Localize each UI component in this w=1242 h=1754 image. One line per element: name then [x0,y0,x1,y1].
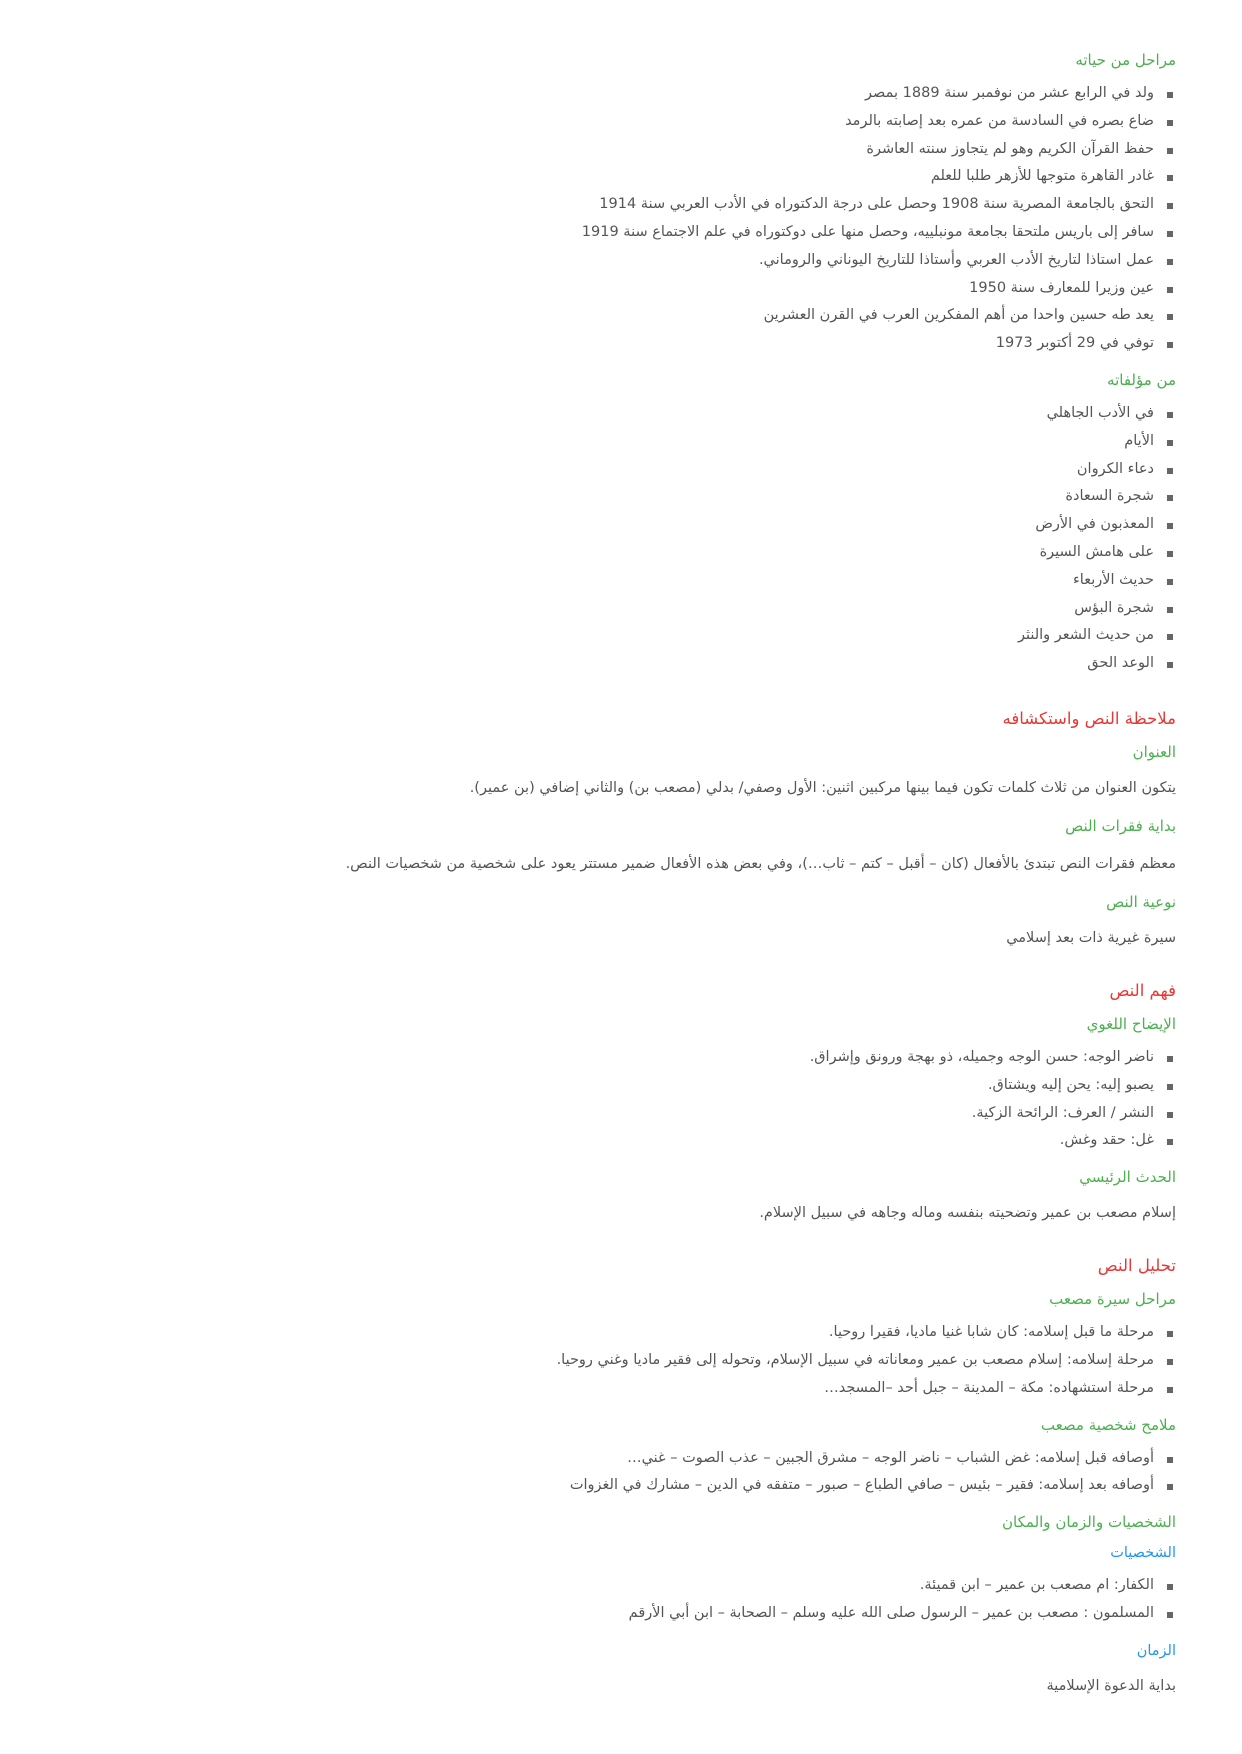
characters-list [116,1572,1176,1628]
list-item: من حديث الشعر والنثر [116,622,1176,650]
list-item: توفي في 29 أكتوبر 1973 [116,330,1176,358]
setting-heading: الشخصيات والزمان والمكان [1002,1513,1176,1532]
list-item: مرحلة ما قبل إسلامه: كان شابا غنيا ماديا، فقيرا روحيا. [116,1319,1176,1347]
list-item: شجرة البؤس [116,595,1176,623]
list-item: غادر القاهرة متوجها للأزهر طلبا للعلم [116,163,1176,191]
observation-heading: ملاحظة النص واستكشافه [1002,708,1176,728]
list-item: في الأدب الجاهلي [116,400,1176,428]
list-item: يعد طه حسين واحدا من أهم المفكرين العرب في القرن العشرين [116,302,1176,330]
list-item: سافر إلى باريس ملتحقا بجامعة مونبلييه، وحصل منها على دوكتوراه في علم الاجتماع سنة 1919 [116,219,1176,247]
event-paragraph: إسلام مصعب بن عمير وتضحيته بنفسه وماله وجاهه في سبيل الإسلام. [759,1205,1176,1222]
type-heading: نوعية النص [1106,892,1176,911]
list-item: مرحلة إسلامه: إسلام مصعب بن عمير ومعاناته في سبيل الإسلام، وتحوله إلى فقير ماديا وغني روحيا. [116,1347,1176,1375]
works-heading: من مؤلفاته [1107,370,1176,389]
list-item: شجرة السعادة [116,483,1176,511]
list-item: عمل استاذا لتاريخ الأدب العربي وأستاذا للتاريخ اليوناني والروماني. [116,247,1176,275]
list-item: حديث الأربعاء [116,567,1176,595]
lexical-list [116,1044,1176,1155]
list-item: حفظ القرآن الكريم وهو لم يتجاوز سنته العاشرة [116,136,1176,164]
list-item: المسلمون : مصعب بن عمير – الرسول صلى الله عليه وسلم – الصحابة – ابن أبي الأرقم [116,1600,1176,1628]
title-heading: العنوان [1132,742,1176,761]
list-item: المعذبون في الأرض [116,511,1176,539]
list-item: أوصافه قبل إسلامه: غض الشباب – ناضر الوجه – مشرق الجبين – عذب الصوت – غني… [116,1445,1176,1473]
event-heading: الحدث الرئيسي [1079,1168,1176,1187]
list-item: النشر / العرف: الرائحة الزكية. [116,1100,1176,1128]
life-heading: مراحل من حياته [1075,51,1176,69]
list-item: الوعد الحق [116,650,1176,678]
list-item: دعاء الكروان [116,456,1176,484]
list-item: عين وزيرا للمعارف سنة 1950 [116,275,1176,303]
start-paragraph: معظم فقرات النص تبتدئ بالأفعال (كان – أقبل – كتم – ثاب…)، وفي بعض هذه الأفعال ضمير مستتر يعود على شخصية من شخصيات النص. [345,855,1176,872]
list-item: غل: حقد وغش. [116,1127,1176,1155]
traits-heading: ملامح شخصية مصعب [1040,1415,1176,1434]
analysis-heading: تحليل النص [1097,1256,1176,1276]
works-list [116,400,1176,678]
stages-heading: مراحل سيرة مصعب [1049,1290,1176,1309]
traits-list [116,1445,1176,1501]
time-heading: الزمان [1136,1642,1176,1659]
life-list [116,80,1176,358]
list-item: الأيام [116,428,1176,456]
list-item: الكفار: ام مصعب بن عمير – ابن قميئة. [116,1572,1176,1600]
list-item: أوصافه بعد إسلامه: فقير – بئيس – صافي الطباع – صبور – متفقه في الدين – مشارك في الغزوات [116,1472,1176,1500]
list-item: يصبو إليه: يحن إليه ويشتاق. [116,1072,1176,1100]
title-paragraph: يتكون العنوان من ثلاث كلمات تكون فيما بينها مركبين اثنين: الأول وصفي/ بدلي (مصعب بن) والثاني إضافي (بن عمير). [469,779,1176,796]
lexical-heading: الإيضاح اللغوي [1086,1014,1176,1033]
list-item: على هامش السيرة [116,539,1176,567]
start-heading: بداية فقرات النص [1065,816,1176,835]
list-item: ولد في الرابع عشر من نوفمبر سنة 1889 بمصر [116,80,1176,108]
understanding-heading: فهم النص [1109,980,1176,1000]
list-item: مرحلة استشهاده: مكة – المدينة – جبل أحد –المسجد… [116,1375,1176,1403]
article-content [116,48,1176,1698]
list-item: التحق بالجامعة المصرية سنة 1908 وحصل على درجة الدكتوراه في الأدب العربي سنة 1914 [116,191,1176,219]
characters-heading: الشخصيات [1110,1545,1176,1562]
type-paragraph: سيرة غيرية ذات بعد إسلامي [1006,929,1176,946]
list-item: ناضر الوجه: حسن الوجه وجميله، ذو بهجة ورونق وإشراق. [116,1044,1176,1072]
list-item: ضاع بصره في السادسة من عمره بعد إصابته بالرمد [116,108,1176,136]
time-paragraph: بداية الدعوة الإسلامية [1046,1677,1176,1694]
stages-list [116,1319,1176,1402]
